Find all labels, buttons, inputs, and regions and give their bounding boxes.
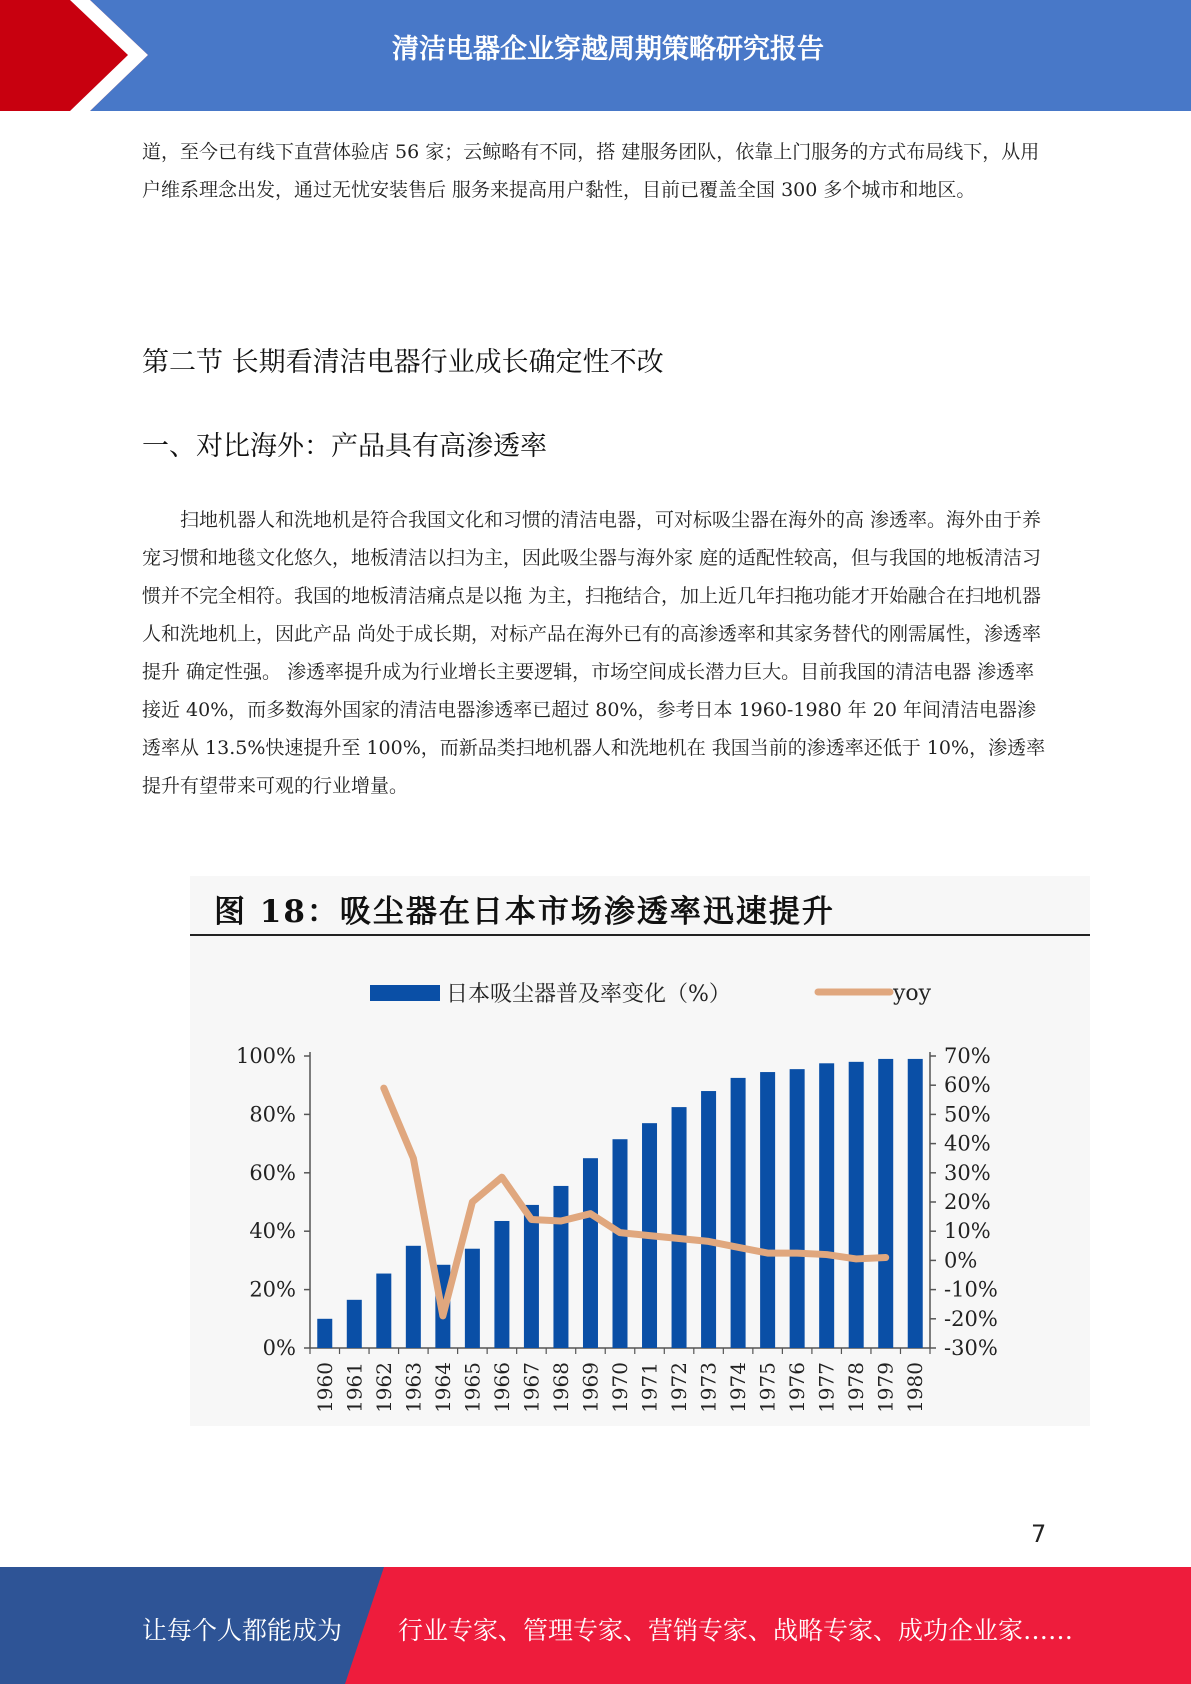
bar-1974: [731, 1078, 746, 1348]
x-tick-label: 1978: [844, 1362, 869, 1413]
x-tick-label: 1963: [401, 1362, 426, 1413]
x-tick-label: 1965: [460, 1362, 485, 1413]
y-right-tick-label: -30%: [944, 1336, 998, 1360]
footer-slogan-right: 行业专家、管理专家、营销专家、战略专家、成功企业家……: [398, 1616, 1074, 1645]
sub-heading: 一、对比海外：产品具有高渗透率: [142, 431, 547, 462]
bar-1980: [908, 1059, 923, 1348]
x-tick-label: 1974: [726, 1362, 751, 1413]
y-left-tick-label: 0%: [262, 1336, 296, 1360]
bar-1970: [613, 1139, 628, 1348]
y-right-tick-label: 20%: [944, 1190, 991, 1214]
y-right-tick-label: 40%: [944, 1131, 991, 1156]
bar-1962: [376, 1274, 391, 1348]
bar-1960: [317, 1319, 332, 1348]
chart-bars: [317, 1059, 922, 1348]
bar-1969: [583, 1158, 598, 1348]
y-left-tick-label: 80%: [249, 1102, 296, 1127]
yoy-line: [384, 1088, 886, 1316]
bar-1967: [524, 1205, 539, 1348]
main-paragraph: 扫地机器人和洗地机是符合我国文化和习惯的清洁电器，可对标吸尘器在海外的高 渗透率。海外由于养宠习惯和地毯文化悠久，地板清洁以扫为主，因此吸尘器与海外家 庭的适配性较高，但与我国的地板清洁习惯并不完全相符。我国的地板清洁痛点是以拖 为主，扫拖结合，加上近几年扫拖功能才开始融合在扫地机器人和洗地机上，因此产品 尚处于成长期，对标产品在海外已有的高渗透率和其家务替代的刚需属性，渗透率提升 确定性强。 渗透率提升成为行业增长主要逻辑，市场空间成长潜力巨大。目前我国的清洁电器 渗透率接近 40%，而多数海外国家的清洁电器渗透率已超过 80%，参考日本 1960-1980 年 20 年间清洁电器渗透率从 13.5%快速提升至 100%，而新品类扫地机器人和洗地机在 我国当前的渗透率还低于 10%，渗透率提升有望带来可观的行业增量。: [142, 509, 1046, 797]
figure-18: [190, 876, 1090, 1426]
y-right-tick-label: -20%: [944, 1306, 998, 1331]
x-tick-label: 1961: [342, 1362, 367, 1413]
x-tick-label: 1964: [430, 1362, 455, 1413]
y-right-tick-label: 10%: [944, 1219, 991, 1244]
y-right-tick-label: 60%: [944, 1073, 991, 1098]
chart-legend: [370, 981, 932, 1007]
y-right-tick-label: 0%: [944, 1248, 978, 1273]
bar-1977: [819, 1063, 834, 1348]
bar-1961: [347, 1300, 362, 1348]
x-tick-label: 1962: [371, 1362, 396, 1413]
intro-paragraph: 道，至今已有线下直营体验店 56 家；云鲸略有不同，搭 建服务团队，依靠上门服务的方式布局线下，从用户维系理念出发，通过无忧安装售后 服务来提高用户黏性，目前已覆盖全国 300 多个城市和地区。: [142, 141, 1040, 201]
footer-slogan-left: 让每个人都能成为: [142, 1616, 343, 1645]
y-left-tick-label: 100%: [235, 1044, 296, 1068]
bar-1965: [465, 1249, 480, 1348]
figure-title: 图 18：吸尘器在日本市场渗透率迅速提升: [214, 894, 835, 930]
x-tick-label: 1980: [903, 1362, 928, 1413]
y-right-tick-label: 30%: [944, 1160, 991, 1185]
bar-1979: [878, 1059, 893, 1348]
x-tick-label: 1972: [667, 1362, 692, 1413]
legend-swatch-bar: [370, 985, 440, 1001]
y-left-tick-label: 60%: [249, 1160, 296, 1185]
y-left-tick-label: 40%: [249, 1219, 296, 1244]
x-tick-label: 1975: [755, 1362, 780, 1413]
section-heading: 第二节 长期看清洁电器行业成长确定性不改: [142, 347, 664, 378]
bar-1975: [760, 1072, 775, 1348]
page-number: 7: [1031, 1520, 1047, 1548]
header-title: 清洁电器企业穿越周期策略研究报告: [392, 34, 824, 65]
x-tick-label: 1969: [578, 1362, 603, 1413]
bar-1973: [701, 1091, 716, 1348]
legend-label-line: yoy: [893, 981, 932, 1006]
bar-1978: [849, 1062, 864, 1348]
legend-label-bar: 日本吸尘器普及率变化（%）: [446, 982, 731, 1007]
x-tick-label: 1968: [548, 1362, 573, 1413]
bar-1972: [672, 1107, 687, 1348]
y-right-tick-label: 70%: [944, 1044, 991, 1068]
x-tick-label: 1979: [873, 1362, 898, 1413]
chart-yoy-line: [384, 1088, 886, 1316]
x-tick-label: 1967: [519, 1362, 544, 1413]
y-right-tick-label: -10%: [944, 1277, 998, 1302]
bar-1963: [406, 1246, 421, 1348]
x-tick-label: 1966: [489, 1362, 514, 1413]
page-footer: [0, 1567, 1191, 1684]
penetration-chart: [190, 876, 1090, 1426]
y-right-tick-label: 50%: [944, 1102, 991, 1127]
x-tick-label: 1973: [696, 1362, 721, 1413]
x-tick-label: 1960: [312, 1362, 337, 1413]
x-tick-label: 1977: [814, 1362, 839, 1413]
bar-1976: [790, 1069, 805, 1348]
bar-1968: [553, 1186, 568, 1348]
bar-1966: [494, 1221, 509, 1348]
page-header: [0, 0, 1191, 111]
x-tick-label: 1971: [637, 1362, 662, 1413]
x-tick-label: 1976: [785, 1362, 810, 1413]
x-tick-label: 1970: [608, 1362, 632, 1413]
y-left-tick-label: 20%: [249, 1277, 296, 1302]
